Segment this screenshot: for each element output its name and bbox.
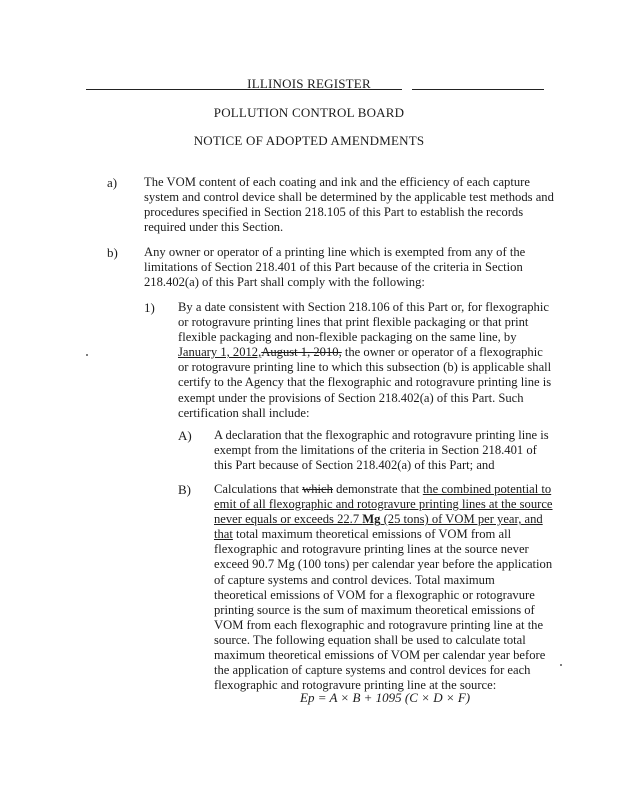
item-B-line: theoretical emissions of VOM for a flexographic or rotogravure xyxy=(214,587,535,602)
item-B-line: flexographic and rotogravure printing lines at the source never xyxy=(214,542,529,557)
inserted-text: that xyxy=(214,527,233,542)
item-a-line: The VOM content of each coating and ink and the efficiency of each capture xyxy=(144,175,530,189)
item-1-line-rest: the owner or operator of a flexographic xyxy=(341,345,543,360)
item-B-line: exceed 90.7 Mg (100 tons) per calendar year before the application xyxy=(214,557,553,572)
item-1-line xyxy=(178,345,551,360)
item-B-line: maximum theoretical emissions of VOM per calendar year before xyxy=(214,648,546,663)
item-a-line: required under this Section. xyxy=(144,220,284,235)
item-b-line: Any owner or operator of a printing line which is exempted from any of the xyxy=(144,245,526,259)
item-b-text xyxy=(144,245,525,290)
item-B-text-run: Calculations that xyxy=(214,482,303,496)
board-title: POLLUTION CONTROL BOARD xyxy=(213,105,405,120)
inserted-text-bold: Mg xyxy=(362,512,381,527)
item-a-line: system and control device shall be determined by the applicable test methods and xyxy=(144,190,554,205)
notice-title: NOTICE OF ADOPTED AMENDMENTS xyxy=(193,133,425,148)
register-title: ILLINOIS REGISTER xyxy=(247,76,371,91)
item-1-line: flexible packaging and non-flexible packaging on the same line, by xyxy=(178,330,517,345)
item-1-line: certification shall include: xyxy=(178,405,310,420)
item-A-line: this Part because of Section 218.402(a) of this Part; and xyxy=(214,458,495,473)
item-1-line: or rotogravure printing line to which this subsection (b) is applicable shall xyxy=(178,360,552,375)
item-1-line: exempt under the provisions of Section 218.402(a) of this Part. Such xyxy=(178,390,524,405)
scan-speck xyxy=(560,664,562,666)
item-B-line xyxy=(214,497,553,512)
item-B-label: B) xyxy=(178,482,191,497)
item-A-label: A) xyxy=(178,428,192,443)
scan-speck xyxy=(86,354,88,356)
deleted-date: August 1, 2010, xyxy=(261,345,342,360)
item-A-text xyxy=(214,428,549,473)
item-B-line: printing source is the sum of maximum theoretical emissions of xyxy=(214,602,535,617)
item-b-line: limitations of Section 218.401 of this Part because of the criteria in Section xyxy=(144,260,523,275)
item-B-line xyxy=(214,482,553,497)
item-B-line xyxy=(214,512,553,527)
item-b-line: 218.402(a) of this Part shall comply with the following: xyxy=(144,275,425,290)
item-B-line: of capture systems and control devices. Total maximum xyxy=(214,572,495,587)
item-1-line: By a date consistent with Section 218.106 of this Part or, for flexographic xyxy=(178,300,549,314)
inserted-text: the combined potential to xyxy=(422,482,552,496)
item-b-label: b) xyxy=(107,245,118,260)
item-B-text-run: demonstrate that xyxy=(332,482,423,496)
deleted-word: which xyxy=(302,482,333,496)
item-1-label: 1) xyxy=(144,300,155,315)
item-B-line: flexographic and rotogravure printing line at the source: xyxy=(214,678,497,693)
item-A-line: A declaration that the flexographic and rotogravure printing line is xyxy=(214,428,549,442)
item-A-line: exempt from the limitations of the criteria in Section 218.401 of xyxy=(214,443,537,458)
item-1-text xyxy=(178,300,551,421)
item-B-text-run: total maximum theoretical emissions of VOM from all xyxy=(232,527,512,542)
item-a-label: a) xyxy=(107,175,118,190)
emissions-equation: Ep = A × B + 1095 (C × D × F) xyxy=(300,690,471,705)
item-B-text xyxy=(214,482,553,693)
item-B-line: the application of capture systems and control devices for each xyxy=(214,663,531,678)
item-1-line: certify to the Agency that the flexographic and rotogravure printing line is xyxy=(178,375,552,390)
item-1-line: or rotogravure printing lines that print flexible packaging or that print xyxy=(178,315,529,330)
item-B-line: source. The following equation shall be used to calculate total xyxy=(214,632,526,647)
item-B-line: VOM from each flexographic and rotogravure printing line at the xyxy=(214,617,544,632)
inserted-date: January 1, 2012, xyxy=(178,345,262,360)
inserted-text: never equals or exceeds 22.7 xyxy=(214,512,363,527)
inserted-text: emit of all flexographic and rotogravure printing lines at the source xyxy=(214,497,553,512)
item-B-line xyxy=(214,527,553,542)
item-a-text xyxy=(144,175,554,235)
inserted-text: (25 tons) of VOM per year, and xyxy=(380,512,543,527)
item-a-line: procedures specified in Section 218.105 of this Part to establish the records xyxy=(144,205,524,220)
